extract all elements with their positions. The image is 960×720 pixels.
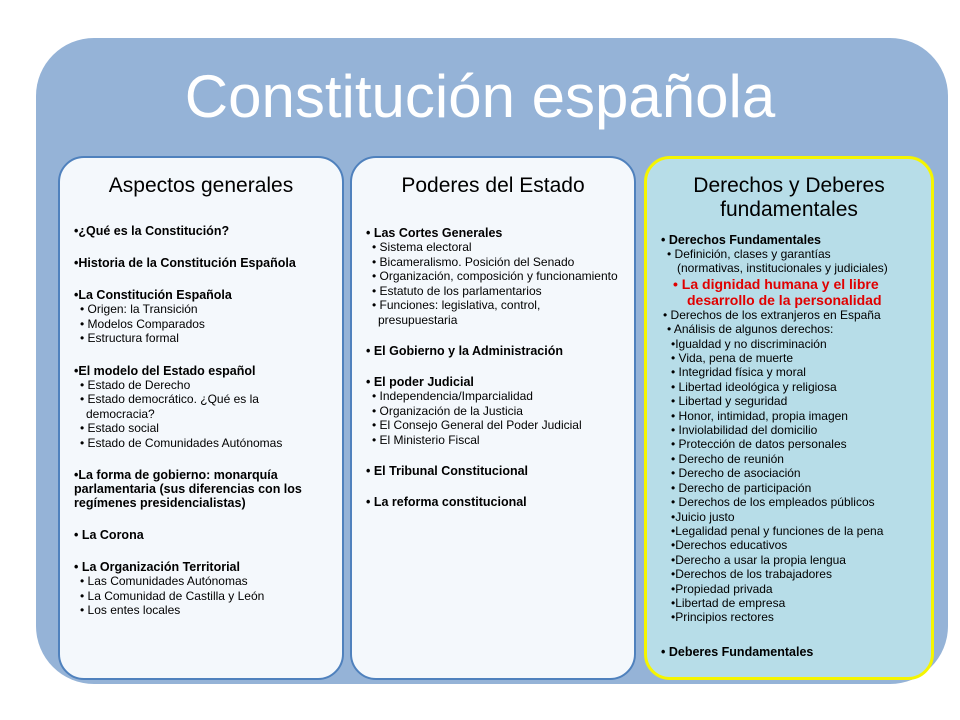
right-item: • Derecho de participación <box>671 480 812 495</box>
list-item: • Análisis de algunos derechos: <box>667 322 834 337</box>
list-item: • El Consejo General del Poder Judicial <box>372 418 582 432</box>
list-item: • El Ministerio Fiscal <box>372 432 480 447</box>
section-title: • La Organización Territorial <box>74 560 240 574</box>
section-title: • El Gobierno y la Administración <box>366 344 564 358</box>
right-item: • Libertad y seguridad <box>671 394 788 409</box>
panel-content <box>661 233 923 659</box>
list-item: • Derechos de los extranjeros en España <box>663 307 881 322</box>
list-item: • Independencia/Imparcialidad <box>372 389 533 403</box>
section-title: • La Corona <box>74 528 144 542</box>
right-item: •Juicio justo <box>671 509 735 524</box>
panel-poderes-del-estado <box>350 156 636 680</box>
right-item: •Derechos educativos <box>671 538 788 553</box>
section-title: • El poder Judicial <box>366 375 474 389</box>
section-title: •¿Qué es la Constitución? <box>74 224 230 238</box>
highlight-line: • La dignidad humana y el libre <box>673 275 879 292</box>
list-item: (normativas, institucionales y judiciales) <box>677 261 888 276</box>
right-item: • Honor, intimidad, propia imagen <box>671 408 848 423</box>
right-item: •Derecho a usar la propia lengua <box>671 552 846 567</box>
section-title: •Historia de la Constitución Española <box>74 256 296 270</box>
list-item: • Definición, clases y garantías <box>667 247 831 261</box>
list-item: democracia? <box>86 406 155 421</box>
panel-content <box>74 224 334 618</box>
right-item: •Propiedad privada <box>671 581 773 596</box>
page-title: Constitución española <box>184 63 776 130</box>
section-title: • El Tribunal Constitucional <box>366 464 529 478</box>
list-item: • Funciones: legislativa, control, <box>372 298 541 312</box>
right-item: •Legalidad penal y funciones de la pena <box>671 523 884 538</box>
right-item: • Protección de datos personales <box>671 437 847 452</box>
list-item: • Sistema electoral <box>372 240 472 254</box>
list-item: • Estado social <box>80 421 159 435</box>
list-item: • Bicameralismo. Posición del Senado <box>372 254 575 269</box>
panel-heading: Poderes del Estado <box>401 174 585 197</box>
right-item: • Derechos de los empleados públicos <box>671 495 875 510</box>
right-item: • Derecho de reunión <box>671 451 784 466</box>
right-item: •Derechos de los trabajadores <box>671 567 832 582</box>
list-item: • Estatuto de los parlamentarios <box>372 283 542 298</box>
section-title-line: parlamentaria (sus diferencias con los <box>74 482 302 496</box>
list-item: presupuestaria <box>378 312 458 327</box>
panel-heading: Derechos y Deberes fundamentales <box>693 174 885 221</box>
list-item: • Modelos Comparados <box>80 316 205 331</box>
section-title: • La reforma constitucional <box>366 495 527 509</box>
panel-content <box>366 226 626 509</box>
right-item: • Libertad ideológica y religiosa <box>671 379 837 394</box>
panel-derechos-y-deberes <box>644 156 934 680</box>
list-item: • La Comunidad de Castilla y León <box>80 588 265 603</box>
right-item: • Integridad física y moral <box>671 365 806 380</box>
section-title: •El modelo del Estado español <box>74 363 256 378</box>
panel-aspectos-generales <box>58 156 344 680</box>
section-title: • Deberes Fundamentales <box>661 644 814 659</box>
right-item: •Principios rectores <box>671 610 774 625</box>
list-item: • Organización de la Justicia <box>372 403 523 418</box>
list-item: • Origen: la Transición <box>80 302 198 316</box>
list-item: • Las Comunidades Autónomas <box>80 574 248 588</box>
list-item: • Estado de Derecho <box>80 377 191 392</box>
right-item: • Vida, pena de muerte <box>671 351 794 366</box>
panel-heading: Aspectos generales <box>108 174 294 197</box>
right-item: •Igualdad y no discriminación <box>671 336 827 351</box>
rights-list <box>661 337 923 625</box>
section-title: • Derechos Fundamentales <box>661 233 821 247</box>
right-item: • Derecho de asociación <box>671 466 801 481</box>
list-item: • Estado de Comunidades Autónomas <box>80 435 283 450</box>
right-item: •Libertad de empresa <box>671 595 786 610</box>
section-title: •La forma de gobierno: monarquía <box>74 468 278 482</box>
section-title: • Las Cortes Generales <box>366 226 503 240</box>
section-title-line: regímenes presidencialistas) <box>74 496 246 510</box>
list-item: • Estado democrático. ¿Qué es la <box>80 392 259 406</box>
right-item: • Inviolabilidad del domicilio <box>671 423 818 438</box>
highlight-line: desarrollo de la personalidad <box>687 291 882 308</box>
list-item: • Estructura formal <box>80 331 179 345</box>
list-item: • Organización, composición y funcionamiento <box>372 269 618 283</box>
section-title: •La Constitución Española <box>74 288 232 302</box>
list-item: • Los entes locales <box>80 603 181 617</box>
